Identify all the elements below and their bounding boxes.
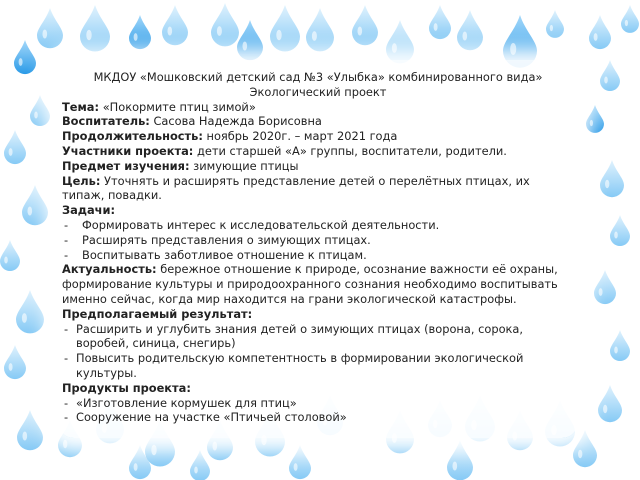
raindrop-icon	[352, 5, 378, 45]
raindrop-highlight	[276, 30, 281, 41]
raindrop-highlight	[63, 440, 67, 448]
raindrop-highlight	[594, 33, 598, 41]
raindrop-icon	[190, 450, 210, 480]
raindrop-highlight	[578, 450, 582, 458]
field-value: Сасова Надежда Борисовна	[153, 114, 322, 129]
raindrop-highlight	[34, 112, 38, 119]
raindrop-icon	[16, 290, 44, 333]
raindrop-icon	[586, 105, 604, 133]
list-item: - Расширять представления о зимующих птицах.	[62, 233, 574, 248]
raindrop-highlight	[462, 31, 467, 40]
raindrop-highlight	[590, 120, 593, 126]
field-label: Тема:	[62, 99, 100, 114]
raindrop-icon	[17, 410, 43, 450]
raindrop-highlight	[194, 467, 198, 474]
raindrop-icon	[621, 5, 639, 33]
teacher-field	[62, 114, 574, 129]
raindrop-icon	[37, 8, 63, 48]
raindrop-highlight	[614, 347, 618, 354]
goal-field	[62, 174, 574, 204]
project-document	[62, 70, 574, 425]
raindrop-highlight	[151, 445, 156, 456]
raindrop-icon	[610, 330, 630, 361]
raindrop-icon	[594, 270, 616, 304]
raindrop-icon	[546, 10, 564, 38]
section-heading: Предполагаемый результат:	[62, 306, 253, 321]
raindrop-icon	[162, 5, 188, 45]
raindrop-icon	[4, 345, 26, 379]
topic-field	[62, 100, 574, 115]
raindrop-icon	[306, 8, 334, 51]
raindrop-highlight	[599, 288, 603, 296]
raindrop-icon	[457, 10, 483, 50]
field-label: Продолжительность:	[62, 129, 203, 144]
raindrop-highlight	[9, 363, 13, 371]
raindrop-icon	[211, 3, 239, 46]
raindrop-highlight	[212, 441, 217, 450]
raindrop-highlight	[27, 206, 32, 215]
raindrop-icon	[573, 430, 597, 467]
raindrop-highlight	[392, 43, 397, 53]
raindrop-highlight	[86, 30, 91, 41]
tasks-section	[62, 203, 574, 218]
raindrop-icon	[600, 160, 624, 197]
list-item: - Сооружение на участке «Птичьей столовой»	[62, 410, 574, 425]
raindrop-icon	[129, 15, 151, 49]
section-heading: Задачи:	[62, 203, 116, 218]
field-label: Участники проекта:	[62, 143, 194, 158]
subject-field	[62, 159, 574, 174]
raindrop-highlight	[605, 180, 609, 188]
raindrop-highlight	[452, 461, 457, 470]
raindrop-highlight	[357, 26, 362, 35]
raindrop-icon	[0, 240, 20, 271]
field-value: дети старшей «А» группы, воспитатели, родители.	[196, 143, 507, 158]
institution-name: МКДОУ «Мошковский детский сад №3 «Улыбка» комбинированного вида»	[93, 70, 543, 84]
field-value: ноябрь 2020г. – март 2021 года	[206, 129, 398, 144]
raindrop-highlight	[550, 25, 553, 31]
raindrop-highlight	[167, 26, 172, 35]
raindrop-icon	[386, 20, 414, 63]
raindrop-icon	[30, 95, 50, 126]
raindrop-icon	[237, 20, 263, 60]
raindrop-icon	[598, 385, 622, 422]
raindrop-highlight	[510, 43, 516, 55]
raindrop-highlight	[312, 31, 317, 41]
result-list	[62, 322, 574, 381]
field-value: «Покормите птиц зимой»	[102, 99, 256, 114]
raindrop-icon	[22, 185, 48, 225]
raindrop-highlight	[19, 58, 23, 66]
raindrop-highlight	[9, 148, 13, 156]
result-section	[62, 307, 574, 322]
raindrop-highlight	[604, 77, 608, 84]
duration-field	[62, 129, 574, 144]
list-item: - Формировать интерес к исследовательской деятельности.	[62, 218, 574, 233]
raindrop-icon	[270, 5, 300, 52]
products-list	[62, 396, 574, 426]
field-value: бережное отношение к природе, осознание важности её охраны, формирование культуры и природоохранного сознания необходимо воспитывать именно сейчас, когда мир находится на грани экологической катастрофы.	[62, 262, 558, 306]
relevance-field	[62, 262, 574, 306]
raindrop-highlight	[625, 20, 628, 26]
raindrop-icon	[289, 445, 311, 479]
field-value: зимующие птицы	[193, 158, 299, 173]
raindrop-highlight	[42, 29, 47, 38]
raindrop-highlight	[614, 232, 618, 239]
raindrop-highlight	[4, 257, 8, 264]
tasks-list	[62, 218, 574, 262]
raindrop-icon	[80, 5, 110, 52]
document-header	[62, 70, 574, 100]
project-type: Экологический проект	[249, 84, 387, 99]
raindrop-icon	[610, 215, 630, 246]
raindrop-highlight	[603, 405, 607, 413]
raindrop-icon	[589, 15, 611, 49]
raindrop-icon	[447, 440, 473, 480]
raindrop-icon	[600, 60, 620, 91]
field-label: Цель:	[62, 173, 101, 188]
raindrop-icon	[4, 130, 26, 164]
participants-field	[62, 144, 574, 159]
field-label: Предмет изучения:	[62, 158, 190, 173]
raindrop-icon	[14, 40, 36, 74]
field-value: Уточнять и расширять представление детей о перелётных птицах, их типаж, повадки.	[62, 173, 530, 203]
raindrop-highlight	[217, 26, 222, 36]
raindrop-highlight	[134, 33, 138, 41]
products-section	[62, 381, 574, 396]
field-label: Воспитатель:	[62, 114, 150, 129]
list-item: - «Изготовление кормушек для птиц»	[62, 396, 574, 411]
raindrop-highlight	[22, 313, 27, 323]
raindrop-highlight	[434, 23, 438, 31]
field-label: Актуальность:	[62, 262, 157, 277]
raindrop-highlight	[242, 41, 247, 50]
list-item: - Воспитывать заботливое отношение к птицам.	[62, 248, 574, 263]
raindrop-highlight	[134, 463, 138, 471]
raindrop-highlight	[22, 431, 27, 440]
list-item: - Расширить и углубить знания детей о зимующих птицах (ворона, сорока, воробей, синица, снегирь)	[62, 322, 574, 352]
raindrop-icon	[429, 5, 451, 39]
raindrop-highlight	[294, 463, 298, 471]
list-item: - Повысить родительскую компетентность в формировании экологической культуры.	[62, 351, 574, 381]
section-heading: Продукты проекта:	[62, 380, 191, 395]
